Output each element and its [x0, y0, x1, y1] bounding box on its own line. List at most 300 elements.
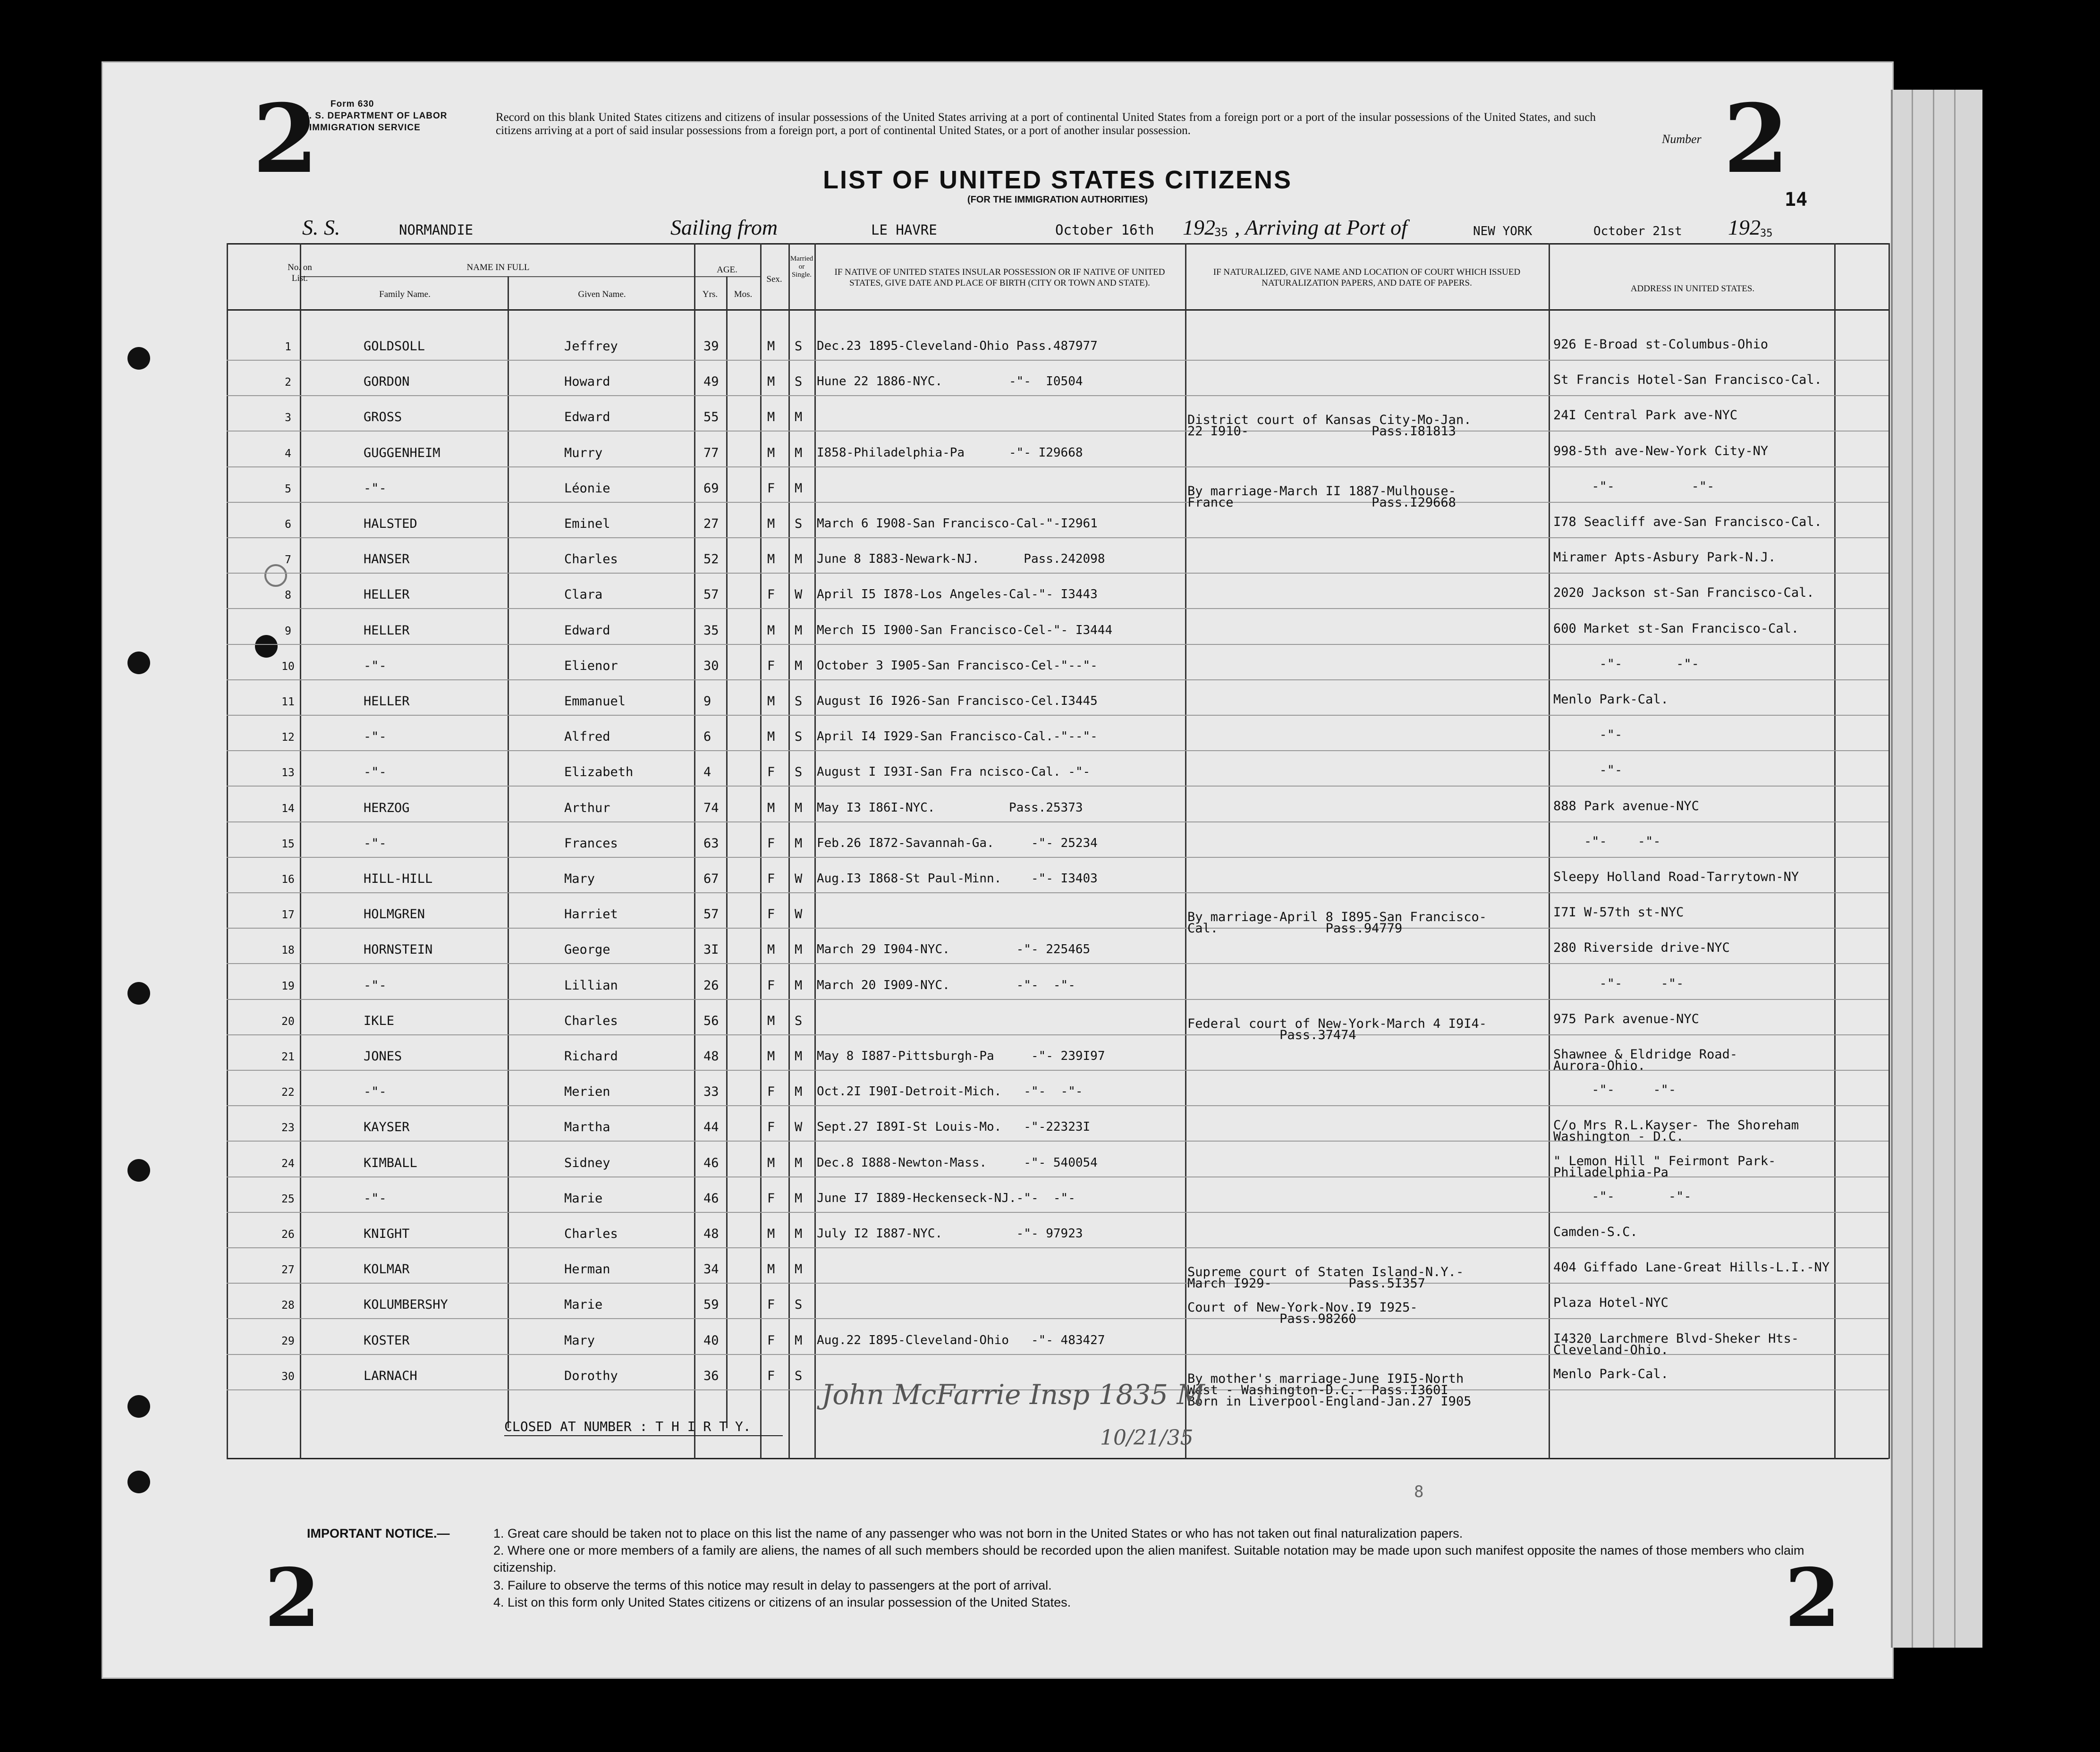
cell-no: 28 — [281, 1299, 295, 1312]
cell-sex: F — [767, 587, 775, 602]
col-address: ADDRESS IN UNITED STATES. — [1630, 284, 1755, 294]
row-rule — [227, 679, 1888, 680]
cell-addr: Plaza Hotel-NYC — [1553, 1295, 1668, 1310]
cell-no: 21 — [281, 1051, 295, 1063]
cell-no: 20 — [281, 1016, 295, 1028]
cell-sex: M — [767, 339, 775, 354]
cell-yrs: 26 — [703, 978, 719, 993]
row-rule — [227, 1212, 1888, 1213]
cell-nat: Federal court of New-York-March 4 I9I4- Pass.37474 — [1187, 1016, 1487, 1042]
cell-family: -"- — [364, 1191, 387, 1206]
cell-no: 18 — [281, 944, 295, 956]
cell-given: Sidney — [564, 1156, 610, 1170]
cell-addr: -"- -"- — [1553, 1189, 1692, 1204]
cell-sex: M — [767, 1227, 775, 1241]
notice-item-4: 4. List on this form only United States citizens or citizens of an insular possession of the United States. — [493, 1595, 1071, 1609]
cell-addr: -"- -"- — [1553, 479, 1715, 494]
row-rule — [227, 750, 1888, 751]
cell-ms: M — [795, 1156, 803, 1170]
cell-family: HELLER — [364, 694, 410, 709]
cell-birth: Merch I5 I900-San Francisco-Cel-"- I3444 — [817, 623, 1113, 637]
cell-yrs: 6 — [703, 729, 711, 744]
cell-addr: 926 E-Broad st-Columbus-Ohio — [1553, 337, 1769, 352]
cell-yrs: 35 — [703, 623, 719, 638]
cell-family: GORDON — [364, 374, 410, 389]
cell-ms: M — [795, 410, 803, 424]
cell-sex: M — [767, 1156, 775, 1170]
sail-year-suffix: 35 — [1214, 226, 1228, 239]
punch-hole — [127, 982, 150, 1005]
arriving-label: , Arriving at Port of — [1235, 215, 1407, 239]
cell-yrs: 57 — [703, 907, 719, 922]
cell-yrs: 27 — [703, 516, 719, 531]
cell-given: Edward — [564, 410, 610, 424]
row-rule — [227, 466, 1888, 467]
cell-given: Clara — [564, 587, 603, 602]
row-rule — [227, 963, 1888, 964]
arrival-year-prefix: 192 — [1728, 215, 1761, 239]
cell-family: LARNACH — [364, 1369, 417, 1383]
page-subtitle: (FOR THE IMMIGRATION AUTHORITIES) — [967, 195, 1148, 205]
cell-sex: F — [767, 659, 775, 673]
cell-sex: F — [767, 1191, 775, 1206]
cell-given: Arthur — [564, 801, 610, 815]
cell-given: Harriet — [564, 907, 618, 922]
cell-sex: F — [767, 1120, 775, 1134]
col-sex: Sex. — [766, 274, 782, 284]
page-number-top-left: 2 — [253, 84, 319, 195]
cell-ms: M — [795, 481, 803, 496]
cell-family: -"- — [364, 978, 387, 993]
cell-addr: -"- — [1553, 728, 1623, 742]
cell-family: GUGGENHEIM — [364, 446, 440, 460]
cell-addr: 24I Central Park ave-NYC — [1553, 408, 1738, 423]
cell-birth: Aug.I3 I868-St Paul-Minn. -"- I3403 — [817, 872, 1098, 886]
arrival-port: NEW YORK — [1473, 224, 1533, 238]
cell-ms: M — [795, 552, 803, 567]
cell-addr: 600 Market st-San Francisco-Cal. — [1553, 621, 1799, 636]
cell-sex: M — [767, 446, 775, 460]
cell-no: 16 — [281, 873, 295, 886]
cell-addr: 404 Giffado Lane-Great Hills-L.I.-NY — [1553, 1260, 1830, 1275]
row-rule — [227, 857, 1888, 858]
cell-sex: M — [767, 623, 775, 638]
cell-given: Martha — [564, 1120, 610, 1134]
signature-date: 10/21/35 — [1100, 1426, 1194, 1450]
cell-birth: April I4 I929-San Francisco-Cal.-"--"- — [817, 729, 1098, 744]
cell-given: Alfred — [564, 729, 610, 744]
cell-addr: 975 Park avenue-NYC — [1553, 1012, 1699, 1026]
cell-family: -"- — [364, 729, 387, 744]
cell-yrs: 59 — [703, 1297, 719, 1312]
cell-sex: F — [767, 1297, 775, 1312]
cell-no: 12 — [281, 731, 295, 744]
cell-ms: W — [795, 907, 803, 922]
sheet-number: 14 — [1785, 189, 1808, 211]
cell-family: IKLE — [364, 1014, 395, 1028]
cell-yrs: 67 — [703, 872, 719, 886]
cell-given: Merien — [564, 1084, 610, 1099]
service-label: IMMIGRATION SERVICE — [309, 123, 421, 133]
punch-hole — [127, 652, 150, 674]
punch-hole — [264, 564, 287, 587]
row-rule — [227, 644, 1888, 645]
cell-birth: Sept.27 I89I-St Louis-Mo. -"-22323I — [817, 1120, 1091, 1134]
cell-sex: M — [767, 516, 775, 531]
cell-given: Emmanuel — [564, 694, 626, 709]
cell-family: GROSS — [364, 410, 402, 424]
col-no: No. on List. — [288, 262, 312, 283]
cell-nat: By marriage-March II 1887-Mulhouse- France Pass.I29668 — [1187, 484, 1456, 510]
notice-item-1: 1. Great care should be taken not to place on this list the name of any passenger who was not born in the United States or who has not taken out final naturalization papers. — [493, 1526, 1463, 1540]
cell-no: 6 — [285, 518, 291, 531]
form-number: Form 630 — [330, 99, 374, 109]
cell-family: HERZOG — [364, 801, 410, 815]
punch-hole — [127, 1159, 150, 1182]
cell-yrs: 57 — [703, 587, 719, 602]
cell-birth: Hune 22 1886-NYC. -"- I0504 — [817, 374, 1083, 389]
arrival-date: October 21st — [1593, 224, 1682, 238]
cell-given: Frances — [564, 836, 618, 851]
cell-ms: S — [795, 339, 803, 354]
cell-given: Murry — [564, 446, 603, 460]
cell-addr: -"- -"- — [1553, 657, 1699, 671]
cell-sex: F — [767, 1084, 775, 1099]
cell-nat: District court of Kansas City-Mo-Jan. 22 I910- Pass.I81813 — [1187, 413, 1472, 439]
cell-sex: M — [767, 729, 775, 744]
cell-no: 1 — [285, 341, 291, 353]
cell-yrs: 74 — [703, 801, 719, 815]
cell-sex: M — [767, 801, 775, 815]
page-number-bottom-left: 2 — [264, 1551, 321, 1645]
cell-sex: F — [767, 1369, 775, 1383]
cell-family: KAYSER — [364, 1120, 410, 1134]
cell-yrs: 36 — [703, 1369, 719, 1383]
cell-no: 8 — [285, 589, 291, 601]
cell-no: 27 — [281, 1264, 295, 1276]
notice-item-3: 3. Failure to observe the terms of this notice may result in delay to passengers at the port of arrival. — [493, 1578, 1052, 1592]
notice-item-2: 2. Where one or more members of a family are aliens, the names of all such members should be recorded upon the alien manifest. Suitable notation may be made upon such manifest opposite the names of those members who claim citizenship. — [493, 1543, 1804, 1574]
row-rule — [227, 1105, 1888, 1106]
cell-ms: M — [795, 1333, 803, 1348]
cell-addr: I78 Seacliff ave-San Francisco-Cal. — [1553, 515, 1822, 529]
cell-no: 22 — [281, 1086, 295, 1099]
cell-birth: October 3 I905-San Francisco-Cel-"--"- — [817, 659, 1098, 673]
col-mos: Mos. — [734, 289, 753, 299]
cell-ms: M — [795, 942, 803, 957]
cell-family: KOLUMBERSHY — [364, 1297, 448, 1312]
cell-birth: March 20 I909-NYC. -"- -"- — [817, 978, 1075, 992]
cell-ms: M — [795, 1191, 803, 1206]
col-birth: IF NATIVE OF UNITED STATES INSULAR POSSESSION OR IF NATIVE OF UNITED STATES, GIVE DATE AND PLACE OF BIRTH (CITY OR TOWN AND STATE). — [834, 267, 1165, 288]
cell-no: 17 — [281, 909, 295, 921]
cell-sex: F — [767, 481, 775, 496]
cell-family: HALSTED — [364, 516, 417, 531]
col-age: AGE. — [717, 265, 737, 275]
cell-yrs: 46 — [703, 1156, 719, 1170]
cell-yrs: 4 — [703, 765, 711, 779]
cell-ms: W — [795, 587, 803, 602]
cell-ms: S — [795, 694, 803, 709]
cell-given: Lillian — [564, 978, 618, 993]
col-name-in-full: NAME IN FULL — [466, 262, 530, 272]
page-edge-stack — [1891, 90, 1982, 1648]
cell-ms: M — [795, 659, 803, 673]
punch-hole — [127, 1471, 150, 1493]
cell-ms: M — [795, 836, 803, 851]
row-rule — [227, 395, 1888, 396]
cell-yrs: 46 — [703, 1191, 719, 1206]
cell-addr: C/o Mrs R.L.Kayser- The Shoreham Washington - D.C. — [1553, 1118, 1799, 1144]
cell-given: Elizabeth — [564, 765, 634, 779]
cell-addr: I4320 Larchmere Blvd-Sheker Hts- Cleveland-Ohio. — [1553, 1331, 1799, 1357]
cell-family: HORNSTEIN — [364, 942, 433, 957]
cell-addr: 998-5th ave-New-York City-NY — [1553, 444, 1769, 458]
cell-birth: May I3 I86I-NYC. Pass.25373 — [817, 801, 1083, 815]
cell-ms: M — [795, 801, 803, 815]
cell-yrs: 9 — [703, 694, 711, 709]
form-instructions: Record on this blank United States citizens and citizens of insular possessions of the United States arriving at a port of continental United States from a foreign port or a port of the insular possessions of the United States, and such citizens arriving at a port of said insular possessions from a foreign port, a port of continental United States, or a port of another insular possession. — [496, 111, 1596, 137]
page-number-bottom-right: 2 — [1785, 1551, 1841, 1645]
cell-birth: Dec.23 1895-Cleveland-Ohio Pass.487977 — [817, 339, 1098, 353]
cell-yrs: 77 — [703, 446, 719, 460]
cell-no: 13 — [281, 767, 295, 779]
cell-ms: S — [795, 1297, 803, 1312]
cell-given: Charles — [564, 552, 618, 567]
row-rule — [227, 573, 1888, 574]
cell-given: Howard — [564, 374, 610, 389]
cell-yrs: 49 — [703, 374, 719, 389]
punch-hole — [127, 347, 150, 370]
cell-nat: By mother's marriage-June I9I5-North West - Washington-D.C.- Pass.I360I Born in Liverpool-England-Jan.27 I905 — [1187, 1371, 1472, 1409]
col-married-single: Married or Single. — [790, 255, 813, 279]
row-rule — [227, 715, 1888, 716]
ss-label: S. S. — [302, 215, 340, 239]
cell-family: KOLMAR — [364, 1262, 410, 1277]
cell-no: 14 — [281, 803, 295, 815]
cell-yrs: 34 — [703, 1262, 719, 1277]
cell-sex: M — [767, 694, 775, 709]
cell-addr: 888 Park avenue-NYC — [1553, 799, 1699, 813]
cell-no: 26 — [281, 1228, 295, 1241]
cell-ms: M — [795, 623, 803, 638]
cell-ms: S — [795, 765, 803, 779]
cell-given: Marie — [564, 1191, 603, 1206]
cell-birth: Dec.8 I888-Newton-Mass. -"- 540054 — [817, 1156, 1098, 1170]
cell-no: 2 — [285, 376, 291, 389]
cell-sex: M — [767, 374, 775, 389]
cell-no: 3 — [285, 412, 291, 424]
cell-sex: M — [767, 942, 775, 957]
col-family-name: Family Name. — [379, 289, 431, 299]
cell-yrs: 39 — [703, 339, 719, 354]
cell-sex: M — [767, 1262, 775, 1277]
cell-ms: S — [795, 1369, 803, 1383]
cell-sex: F — [767, 765, 775, 779]
row-rule — [227, 537, 1888, 538]
cell-yrs: 52 — [703, 552, 719, 567]
cell-no: 15 — [281, 838, 295, 850]
cell-yrs: 56 — [703, 1014, 719, 1028]
cell-given: Herman — [564, 1262, 610, 1277]
inspector-signature: John McFarrie Insp 1835 M — [821, 1379, 1205, 1411]
row-rule — [227, 431, 1888, 432]
cell-birth: July I2 I887-NYC. -"- 97923 — [817, 1227, 1083, 1241]
cell-birth: Aug.22 I895-Cleveland-Ohio -"- 483427 — [817, 1333, 1105, 1347]
stray-mark: 8 — [1414, 1482, 1424, 1501]
cell-addr: 280 Riverside drive-NYC — [1553, 940, 1730, 955]
cell-no: 10 — [281, 660, 295, 673]
cell-given: Jeffrey — [564, 339, 618, 354]
cell-addr: -"- -"- — [1553, 1083, 1677, 1097]
row-rule — [227, 1283, 1888, 1284]
cell-addr: 2020 Jackson st-San Francisco-Cal. — [1553, 585, 1814, 600]
cell-no: 29 — [281, 1335, 295, 1347]
cell-given: Charles — [564, 1227, 618, 1241]
cell-birth: August I I93I-San Fra ncisco-Cal. -"- — [817, 765, 1091, 779]
cell-ms: M — [795, 978, 803, 993]
cell-birth: Feb.26 I872-Savannah-Ga. -"- 25234 — [817, 836, 1098, 850]
cell-birth: August I6 I926-San Francisco-Cel.I3445 — [817, 694, 1098, 708]
cell-sex: F — [767, 1333, 775, 1348]
cell-addr: St Francis Hotel-San Francisco-Cal. — [1553, 372, 1822, 387]
row-rule — [227, 892, 1888, 893]
cell-sex: M — [767, 1014, 775, 1028]
cell-yrs: 33 — [703, 1084, 719, 1099]
cell-no: 5 — [285, 483, 291, 495]
cell-family: -"- — [364, 765, 387, 779]
cell-addr: Sleepy Holland Road-Tarrytown-NY — [1553, 870, 1799, 884]
cell-no: 30 — [281, 1371, 295, 1383]
cell-birth: March 6 I908-San Francisco-Cal-"-I2961 — [817, 516, 1098, 531]
cell-no: 4 — [285, 448, 291, 460]
row-rule — [227, 1318, 1888, 1319]
cell-ms: S — [795, 729, 803, 744]
cell-given: Edward — [564, 623, 610, 638]
cell-addr: Miramer Apts-Asbury Park-N.J. — [1553, 550, 1776, 565]
row-rule — [227, 360, 1888, 361]
cell-no: 19 — [281, 980, 295, 992]
cell-yrs: 30 — [703, 659, 719, 673]
cell-no: 23 — [281, 1122, 295, 1134]
punch-hole — [255, 635, 278, 658]
cell-addr: Camden-S.C. — [1553, 1225, 1638, 1239]
cell-yrs: 48 — [703, 1227, 719, 1241]
cell-addr: " Lemon Hill " Feirmont Park- Philadelphia-Pa — [1553, 1154, 1776, 1180]
sail-date: October 16th — [1055, 222, 1154, 238]
cell-given: Léonie — [564, 481, 610, 496]
cell-family: HILL-HILL — [364, 872, 433, 886]
cell-addr: -"- — [1553, 763, 1623, 778]
cell-addr: Menlo Park-Cal. — [1553, 692, 1668, 707]
cell-ms: S — [795, 1014, 803, 1028]
cell-addr: I7I W-57th st-NYC — [1553, 905, 1684, 920]
sail-year-prefix: 192 — [1183, 215, 1215, 239]
row-rule — [227, 821, 1888, 822]
cell-addr: -"- -"- — [1553, 976, 1684, 991]
page-title: LIST OF UNITED STATES CITIZENS — [823, 166, 1292, 194]
cell-yrs: 69 — [703, 481, 719, 496]
cell-given: George — [564, 942, 610, 957]
cell-addr: -"- -"- — [1553, 834, 1661, 849]
cell-ms: W — [795, 1120, 803, 1134]
cell-ms: S — [795, 374, 803, 389]
cell-given: Richard — [564, 1049, 618, 1064]
cell-yrs: 55 — [703, 410, 719, 424]
cell-sex: F — [767, 907, 775, 922]
cell-sex: F — [767, 872, 775, 886]
cell-yrs: 44 — [703, 1120, 719, 1134]
cell-ms: M — [795, 1049, 803, 1064]
cell-birth: June I7 I889-Heckenseck-NJ.-"- -"- — [817, 1191, 1075, 1205]
cell-family: -"- — [364, 1084, 387, 1099]
cell-family: -"- — [364, 481, 387, 496]
cell-given: Charles — [564, 1014, 618, 1028]
cell-ms: W — [795, 872, 803, 886]
row-rule — [227, 928, 1888, 929]
cell-family: JONES — [364, 1049, 402, 1064]
cell-ms: S — [795, 516, 803, 531]
sailing-from-label: Sailing from — [670, 215, 778, 239]
cell-family: HOLMGREN — [364, 907, 425, 922]
cell-family: HANSER — [364, 552, 410, 567]
cell-given: Elienor — [564, 659, 618, 673]
cell-family: KIMBALL — [364, 1156, 417, 1170]
cell-sex: M — [767, 1049, 775, 1064]
cell-birth: Oct.2I I90I-Detroit-Mich. -"- -"- — [817, 1084, 1083, 1099]
cell-nat: Supreme court of Staten Island-N.Y.- March I929- Pass.5I357 — [1187, 1265, 1464, 1291]
cell-given: Mary — [564, 872, 595, 886]
cell-no: 9 — [285, 625, 291, 637]
closed-at-number: CLOSED AT NUMBER : T H I R T Y. — [504, 1419, 751, 1434]
cell-yrs: 40 — [703, 1333, 719, 1348]
arrival-year-suffix: 35 — [1760, 228, 1773, 239]
cell-ms: M — [795, 446, 803, 460]
cell-given: Eminel — [564, 516, 610, 531]
cell-family: KOSTER — [364, 1333, 410, 1348]
cell-sex: F — [767, 978, 775, 993]
department-label: U. S. DEPARTMENT OF LABOR — [302, 111, 448, 121]
cell-sex: F — [767, 836, 775, 851]
row-rule — [227, 1247, 1888, 1248]
cell-yrs: 48 — [703, 1049, 719, 1064]
cell-family: -"- — [364, 659, 387, 673]
cell-no: 25 — [281, 1193, 295, 1205]
cell-no: 24 — [281, 1158, 295, 1170]
cell-family: HELLER — [364, 623, 410, 638]
cell-family: KNIGHT — [364, 1227, 410, 1241]
cell-given: Dorothy — [564, 1369, 618, 1383]
cell-no: 11 — [281, 696, 295, 708]
cell-family: GOLDSOLL — [364, 339, 425, 354]
cell-nat: Court of New-York-Nov.I9 I925- Pass.98260 — [1187, 1300, 1418, 1326]
col-yrs: Yrs. — [702, 289, 718, 299]
number-label: Number — [1662, 132, 1702, 146]
cell-birth: I858-Philadelphia-Pa -"- I29668 — [817, 446, 1083, 460]
cell-birth: April I5 I878-Los Angeles-Cal-"- I3443 — [817, 587, 1098, 601]
cell-given: Mary — [564, 1333, 595, 1348]
cell-birth: March 29 I904-NYC. -"- 225465 — [817, 942, 1091, 956]
col-given-name: Given Name. — [578, 289, 626, 299]
cell-ms: M — [795, 1262, 803, 1277]
row-rule — [227, 999, 1888, 1000]
cell-ms: M — [795, 1084, 803, 1099]
cell-ms: M — [795, 1227, 803, 1241]
row-rule — [227, 608, 1888, 609]
cell-family: HELLER — [364, 587, 410, 602]
notice-heading: IMPORTANT NOTICE.— — [307, 1526, 450, 1540]
sailing-from-port: LE HAVRE — [871, 222, 937, 238]
